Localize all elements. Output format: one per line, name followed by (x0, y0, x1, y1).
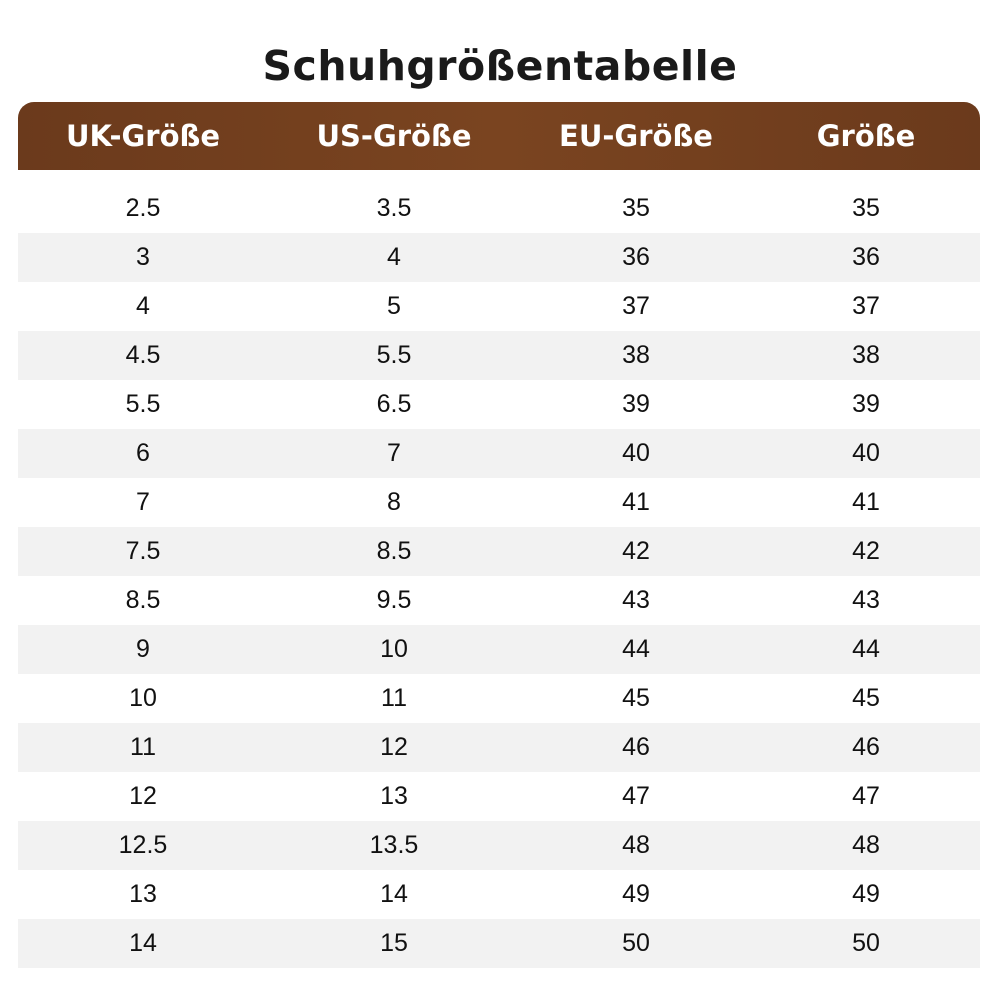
size-cell: 41 (852, 488, 880, 516)
us-size-cell: 11 (381, 684, 407, 712)
table-row (18, 429, 980, 478)
eu-size-cell: 43 (622, 586, 650, 614)
uk-size-cell: 12.5 (118, 831, 168, 859)
header-eu-size: EU-Größe (559, 119, 713, 153)
eu-size-cell: 42 (622, 537, 650, 565)
table-row (18, 870, 980, 919)
size-cell: 36 (852, 243, 880, 271)
table-row (18, 331, 980, 380)
us-size-cell: 5 (387, 292, 401, 320)
eu-size-cell: 40 (622, 439, 650, 467)
us-size-cell: 3.5 (376, 194, 412, 222)
table-row (18, 282, 980, 331)
size-cell: 35 (852, 194, 880, 222)
size-cell: 42 (852, 537, 880, 565)
size-cell: 44 (852, 635, 880, 663)
table-row (18, 184, 980, 233)
us-size-cell: 10 (380, 635, 408, 663)
size-table (18, 102, 980, 968)
us-size-cell: 7 (387, 439, 401, 467)
eu-size-cell: 39 (622, 390, 650, 418)
eu-size-cell: 49 (622, 880, 650, 908)
table-row (18, 233, 980, 282)
uk-size-cell: 7.5 (125, 537, 161, 565)
eu-size-cell: 35 (622, 194, 650, 222)
size-cell: 43 (852, 586, 880, 614)
uk-size-cell: 4.5 (125, 341, 161, 369)
uk-size-cell: 9 (136, 635, 150, 663)
us-size-cell: 14 (380, 880, 408, 908)
eu-size-cell: 36 (622, 243, 650, 271)
table-row (18, 674, 980, 723)
us-size-cell: 8.5 (376, 537, 412, 565)
us-size-cell: 13.5 (369, 831, 419, 859)
eu-size-cell: 37 (622, 292, 650, 320)
page-title: Schuhgrößentabelle (262, 42, 738, 90)
us-size-cell: 15 (380, 929, 408, 957)
uk-size-cell: 14 (129, 929, 157, 957)
size-cell: 40 (852, 439, 880, 467)
size-cell: 48 (852, 831, 880, 859)
uk-size-cell: 8.5 (125, 586, 161, 614)
uk-size-cell: 7 (136, 488, 150, 516)
header-size: Größe (816, 119, 916, 153)
uk-size-cell: 13 (129, 880, 157, 908)
size-cell: 39 (852, 390, 880, 418)
eu-size-cell: 47 (622, 782, 650, 810)
table-header (18, 102, 980, 170)
size-cell: 50 (852, 929, 880, 957)
us-size-cell: 6.5 (376, 390, 412, 418)
eu-size-cell: 45 (622, 684, 650, 712)
header-us-size: US-Größe (316, 119, 472, 153)
table-row (18, 821, 980, 870)
eu-size-cell: 46 (622, 733, 650, 761)
size-cell: 49 (852, 880, 880, 908)
eu-size-cell: 50 (622, 929, 650, 957)
uk-size-cell: 10 (129, 684, 157, 712)
uk-size-cell: 2.5 (125, 194, 161, 222)
table-row (18, 478, 980, 527)
table-body (18, 184, 980, 968)
table-row (18, 919, 980, 968)
eu-size-cell: 48 (622, 831, 650, 859)
eu-size-cell: 38 (622, 341, 650, 369)
table-row (18, 380, 980, 429)
eu-size-cell: 44 (622, 635, 650, 663)
table-row (18, 772, 980, 821)
us-size-cell: 8 (387, 488, 401, 516)
table-row (18, 576, 980, 625)
table-row (18, 625, 980, 674)
size-cell: 47 (852, 782, 880, 810)
us-size-cell: 13 (380, 782, 408, 810)
table-row (18, 723, 980, 772)
uk-size-cell: 5.5 (125, 390, 161, 418)
eu-size-cell: 41 (622, 488, 650, 516)
size-cell: 37 (852, 292, 880, 320)
uk-size-cell: 6 (136, 439, 150, 467)
us-size-cell: 9.5 (376, 586, 412, 614)
us-size-cell: 12 (380, 733, 408, 761)
us-size-cell: 4 (387, 243, 401, 271)
header-uk-size: UK-Größe (65, 119, 221, 153)
size-cell: 38 (852, 341, 880, 369)
table-row (18, 527, 980, 576)
us-size-cell: 5.5 (376, 341, 412, 369)
uk-size-cell: 4 (136, 292, 150, 320)
size-cell: 46 (852, 733, 880, 761)
uk-size-cell: 11 (130, 733, 156, 761)
uk-size-cell: 3 (136, 243, 150, 271)
size-cell: 45 (852, 684, 880, 712)
uk-size-cell: 12 (129, 782, 157, 810)
